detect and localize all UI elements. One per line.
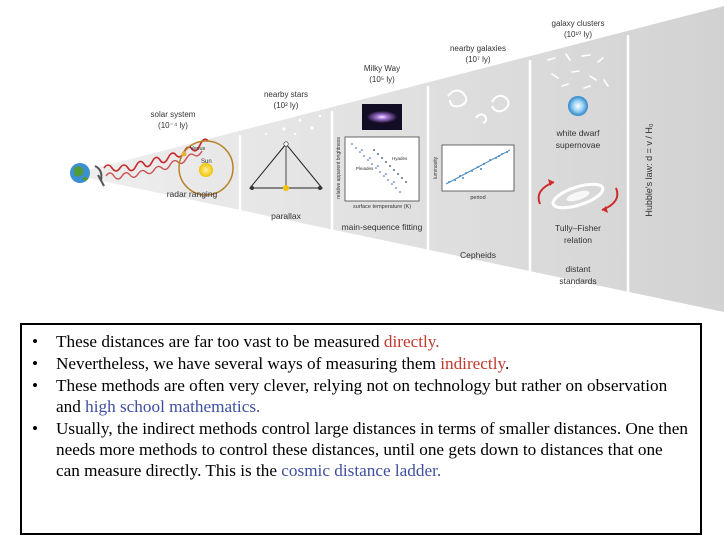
bullet-marker: • — [32, 354, 39, 373]
stars-title: nearby stars — [263, 90, 309, 99]
bullet-item — [28, 331, 690, 352]
earth-orbit-point — [250, 186, 254, 190]
bullet-text: directly. — [383, 332, 440, 351]
bullet-textbox — [20, 323, 702, 535]
bullet-text: high school mathematics. — [85, 397, 261, 416]
bullet-item — [28, 375, 690, 417]
earth-icon — [70, 163, 90, 183]
milkyway-title: Milky Way — [363, 64, 401, 73]
bullet-text: indirectly — [440, 354, 505, 373]
cepheid-x-axis-label: period — [470, 195, 486, 201]
bullet-marker: • — [32, 332, 39, 351]
galaxies-scale: (10⁷ ly) — [465, 55, 491, 64]
sun-icon — [199, 163, 213, 177]
bullet-marker: • — [32, 376, 39, 395]
clusters-method-b-line1: Tully–Fisher — [555, 223, 601, 233]
hr-x-axis-label: surface temperature (K) — [352, 204, 412, 210]
bullet-text: cosmic distance ladder. — [281, 461, 442, 480]
hr-y-axis-label: relative apparent brightness — [336, 137, 342, 199]
bullet-text: Usually, the indirect methods control large distances in terms of smaller distances. One then needs more methods to control these distances, until one gets down to distances that one can measure directly. This is the — [56, 419, 688, 480]
bullet-item — [28, 353, 690, 374]
clusters-scale: (10¹⁰ ly) — [563, 30, 593, 39]
clusters-method-c-line1: distant — [565, 264, 591, 274]
venus-label: Venus — [190, 146, 206, 152]
bullet-text: These distances are far too vast to be measured — [56, 332, 384, 351]
clusters-method-c-line2: standards — [559, 276, 597, 286]
galaxies-title: nearby galaxies — [449, 44, 507, 53]
earth-orbit-point — [318, 186, 322, 190]
supernova-icon — [568, 96, 588, 116]
clusters-method-a-line1: white dwarf — [556, 128, 600, 138]
cepheid-y-axis-label: luminosity — [433, 156, 439, 180]
bullet-text: These methods are often very clever, relying not on technology but rather on observation and — [56, 376, 668, 416]
solar-scale: (10⁻⁴ ly) — [158, 121, 188, 130]
hubble-law-label: Hubble's law: d = v / H₀ — [644, 123, 654, 217]
venus-icon — [182, 152, 187, 157]
milkyway-method: main-sequence fitting — [341, 222, 423, 232]
bullet-text: Nevertheless, we have several ways of measuring them — [56, 354, 441, 373]
stars-method: parallax — [271, 211, 301, 221]
milkyway-scale: (10⁵ ly) — [369, 75, 395, 84]
clusters-method-b-line2: relation — [564, 235, 592, 245]
bullet-text: . — [504, 354, 510, 373]
clusters-title: galaxy clusters — [551, 19, 605, 28]
bullet-marker: • — [32, 419, 39, 438]
galaxies-method: Cepheids — [460, 250, 496, 260]
bullet-list — [28, 331, 690, 481]
stars-scale: (10² ly) — [273, 101, 299, 110]
parallax-sun-icon — [283, 185, 289, 191]
bullet-item — [28, 418, 690, 481]
solar-method: radar ranging — [166, 189, 218, 199]
solar-title: solar system — [150, 110, 196, 119]
hr-label-pleiades: Pleiades — [356, 166, 374, 171]
hr-label-hyades: Hyades — [392, 156, 408, 161]
sun-label: Sun — [201, 159, 212, 165]
clusters-method-a-line2: supernovae — [555, 140, 601, 150]
